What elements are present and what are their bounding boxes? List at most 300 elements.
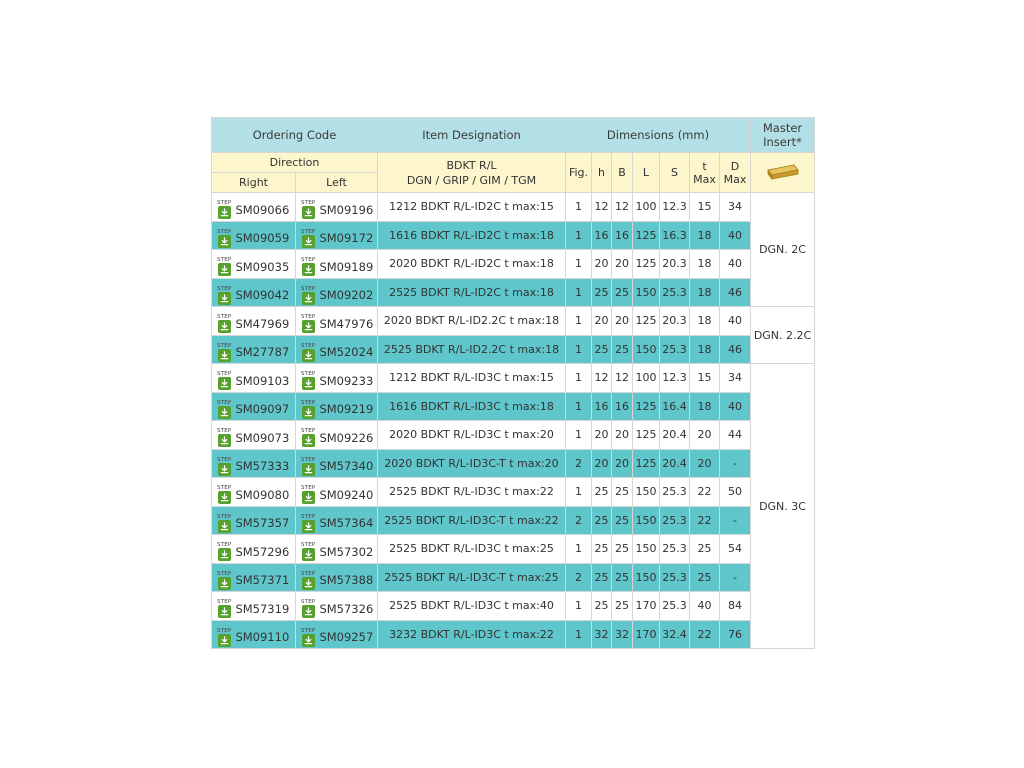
download-icon [218,463,231,476]
d-max-header [720,153,751,193]
master-insert-image [766,161,800,181]
step-download-button[interactable] [301,314,315,333]
l-value: 125 [633,221,660,250]
fig-value: 1 [566,421,592,450]
step-download-button[interactable] [217,428,231,447]
step-label: STEP [217,314,232,321]
h-value: 20 [592,250,612,279]
download-icon [302,605,315,618]
s-value: 20.4 [660,449,690,478]
l-value: 125 [633,392,660,421]
fig-value: 1 [566,535,592,564]
right-ordering-code[interactable]: SM57371 [235,573,290,588]
left-ordering-code[interactable]: SM09226 [319,430,374,445]
step-download-button[interactable] [217,286,231,305]
right-code-cell [212,421,296,450]
step-label: STEP [301,200,316,207]
s-value: 25.3 [660,506,690,535]
dimensions-header: Dimensions (mm) [566,118,751,153]
d-value: - [720,449,751,478]
download-icon [302,320,315,333]
left-code-cell [296,307,378,336]
step-download-button[interactable] [301,371,315,390]
right-ordering-code[interactable]: SM09042 [235,288,290,303]
s-header: S [660,153,690,193]
h-value: 25 [592,335,612,364]
l-value: 150 [633,535,660,564]
right-header: Right [212,173,296,193]
right-code-cell [212,278,296,307]
right-ordering-code[interactable]: SM09110 [235,630,290,645]
step-label: STEP [301,428,316,435]
left-code-cell [296,620,378,649]
s-value: 20.3 [660,250,690,279]
l-header: L [633,153,660,193]
t-label: t [702,159,707,173]
fig-value: 1 [566,620,592,649]
step-download-button[interactable] [301,428,315,447]
table-body [212,193,815,649]
l-value: 150 [633,506,660,535]
step-download-button[interactable] [301,628,315,647]
step-label: STEP [301,485,316,492]
master-insert-group: DGN. 2.2C [751,307,815,364]
item-designation: 2020 BDKT R/L-ID3C-T t max:20 [378,449,566,478]
h-value: 25 [592,478,612,507]
h-value: 16 [592,392,612,421]
step-label: STEP [301,371,316,378]
d-value: 40 [720,307,751,336]
right-code-cell [212,335,296,364]
t-value: 40 [690,592,720,621]
step-download-button[interactable] [217,457,231,476]
step-label: STEP [217,513,232,520]
left-code-cell [296,221,378,250]
item-designation: 2020 BDKT R/L-ID3C t max:20 [378,421,566,450]
right-code-cell [212,535,296,564]
step-label: STEP [217,257,232,264]
download-icon [302,206,315,219]
master-insert-label-2: Insert* [763,135,802,149]
left-code-cell [296,421,378,450]
s-value: 25.3 [660,278,690,307]
master-insert-image-cell [751,153,815,193]
b-value: 25 [612,478,633,507]
right-ordering-code[interactable]: SM57357 [235,516,290,531]
t-max-header [690,153,720,193]
download-icon [302,263,315,276]
left-ordering-code[interactable]: SM09189 [319,259,374,274]
step-download-button[interactable] [301,599,315,618]
step-label: STEP [217,542,232,549]
right-ordering-code[interactable]: SM09066 [235,202,290,217]
t-value: 18 [690,278,720,307]
left-ordering-code[interactable]: SM52024 [319,345,374,360]
l-value: 150 [633,478,660,507]
step-download-button[interactable] [217,257,231,276]
right-code-cell [212,592,296,621]
s-value: 16.3 [660,221,690,250]
left-ordering-code[interactable]: SM09240 [319,487,374,502]
item-sub-line-1: BDKT R/L [446,158,497,172]
h-value: 20 [592,421,612,450]
right-code-cell [212,221,296,250]
table-row [212,563,815,592]
right-ordering-code[interactable]: SM57296 [235,544,290,559]
step-label: STEP [217,599,232,606]
step-label: STEP [217,456,232,463]
left-code-cell [296,364,378,393]
step-download-button[interactable] [301,400,315,419]
step-download-button[interactable] [217,343,231,362]
step-label: STEP [217,285,232,292]
step-download-button[interactable] [217,514,231,533]
step-label: STEP [217,627,232,634]
b-value: 12 [612,364,633,393]
step-download-button[interactable] [217,485,231,504]
item-designation: 2525 BDKT R/L-ID3C-T t max:22 [378,506,566,535]
b-value: 16 [612,392,633,421]
l-value: 170 [633,620,660,649]
master-insert-header [751,118,815,153]
fig-value: 1 [566,592,592,621]
t-value: 22 [690,506,720,535]
step-label: STEP [301,314,316,321]
item-designation: 2020 BDKT R/L-ID2C t max:18 [378,250,566,279]
right-code-cell [212,449,296,478]
download-icon [302,491,315,504]
right-code-cell [212,563,296,592]
download-icon [302,292,315,305]
left-code-cell [296,392,378,421]
t-value: 18 [690,250,720,279]
l-value: 125 [633,421,660,450]
download-icon [302,349,315,362]
b-value: 20 [612,250,633,279]
download-icon [218,491,231,504]
h-value: 12 [592,193,612,222]
l-value: 125 [633,307,660,336]
table-row [212,535,815,564]
download-icon [218,263,231,276]
download-icon [218,320,231,333]
download-icon [302,577,315,590]
download-icon [302,548,315,561]
fig-value: 1 [566,392,592,421]
download-icon [218,406,231,419]
step-download-button[interactable] [301,200,315,219]
left-ordering-code[interactable]: SM57388 [319,573,374,588]
t-value: 25 [690,535,720,564]
d-label: D [730,159,740,173]
b-value: 20 [612,421,633,450]
download-icon [218,577,231,590]
step-download-button[interactable] [301,542,315,561]
right-ordering-code[interactable]: SM09073 [235,430,290,445]
header-row-sub [212,153,815,173]
s-value: 12.3 [660,364,690,393]
left-code-cell [296,449,378,478]
b-value: 25 [612,335,633,364]
right-ordering-code[interactable]: SM57333 [235,459,290,474]
left-ordering-code[interactable]: SM47976 [319,316,374,331]
fig-value: 1 [566,364,592,393]
step-label: STEP [217,200,232,207]
right-code-cell [212,250,296,279]
step-label: STEP [217,371,232,378]
download-icon [218,377,231,390]
l-value: 125 [633,250,660,279]
step-label: STEP [301,228,316,235]
left-code-cell [296,193,378,222]
ordering-code-header: Ordering Code [212,118,378,153]
b-value: 20 [612,449,633,478]
download-icon [218,520,231,533]
step-download-button[interactable] [217,371,231,390]
table-row [212,506,815,535]
step-label: STEP [217,342,232,349]
h-value: 25 [592,535,612,564]
item-designation: 2525 BDKT R/L-ID3C t max:25 [378,535,566,564]
item-designation: 1616 BDKT R/L-ID2C t max:18 [378,221,566,250]
fig-value: 2 [566,506,592,535]
step-download-button[interactable] [301,485,315,504]
h-header: h [592,153,612,193]
d-value: 46 [720,335,751,364]
s-value: 20.3 [660,307,690,336]
d-value: 50 [720,478,751,507]
d-value: 44 [720,421,751,450]
step-label: STEP [217,428,232,435]
download-icon [218,634,231,647]
table-row [212,335,815,364]
right-code-cell [212,478,296,507]
left-ordering-code[interactable]: SM57340 [319,459,374,474]
s-value: 25.3 [660,335,690,364]
right-ordering-code[interactable]: SM09097 [235,402,290,417]
master-insert-group: DGN. 2C [751,193,815,307]
step-label: STEP [301,542,316,549]
left-ordering-code[interactable]: SM09172 [319,231,374,246]
left-code-cell [296,592,378,621]
step-download-button[interactable] [217,542,231,561]
l-value: 150 [633,278,660,307]
left-code-cell [296,506,378,535]
item-designation-header: Item Designation [378,118,566,153]
item-designation-subheader [378,153,566,193]
item-designation: 1212 BDKT R/L-ID3C t max:15 [378,364,566,393]
t-max-label: Max [693,172,716,186]
left-ordering-code[interactable]: SM57364 [319,516,374,531]
b-value: 25 [612,506,633,535]
item-sub-line-2: DGN / GRIP / GIM / TGM [406,173,537,187]
s-value: 12.3 [660,193,690,222]
t-value: 20 [690,449,720,478]
download-icon [302,520,315,533]
fig-value: 1 [566,250,592,279]
l-value: 100 [633,364,660,393]
s-value: 25.3 [660,592,690,621]
left-ordering-code[interactable]: SM09233 [319,373,374,388]
product-spec-table [211,117,815,649]
table-row [212,478,815,507]
h-value: 20 [592,307,612,336]
step-download-button[interactable] [301,229,315,248]
left-ordering-code[interactable]: SM09257 [319,630,374,645]
right-ordering-code[interactable]: SM09103 [235,373,290,388]
t-value: 25 [690,563,720,592]
b-value: 25 [612,535,633,564]
b-value: 25 [612,563,633,592]
step-label: STEP [301,456,316,463]
left-ordering-code[interactable]: SM57326 [319,601,374,616]
download-icon [218,548,231,561]
d-max-label: Max [723,172,747,186]
download-icon [302,377,315,390]
right-code-cell [212,392,296,421]
h-value: 20 [592,449,612,478]
d-value: 34 [720,193,751,222]
download-icon [218,206,231,219]
l-value: 150 [633,563,660,592]
t-value: 22 [690,478,720,507]
left-code-cell [296,535,378,564]
l-value: 150 [633,335,660,364]
step-download-button[interactable] [301,571,315,590]
h-value: 25 [592,563,612,592]
step-download-button[interactable] [301,286,315,305]
fig-value: 1 [566,221,592,250]
step-download-button[interactable] [217,599,231,618]
table-row [212,278,815,307]
right-code-cell [212,506,296,535]
fig-value: 1 [566,307,592,336]
b-value: 32 [612,620,633,649]
download-icon [302,406,315,419]
right-code-cell [212,620,296,649]
step-label: STEP [217,485,232,492]
fig-value: 2 [566,449,592,478]
table-row [212,221,815,250]
right-ordering-code[interactable]: SM09059 [235,231,290,246]
step-download-button[interactable] [217,628,231,647]
l-value: 100 [633,193,660,222]
step-download-button[interactable] [217,314,231,333]
table-row [212,307,815,336]
left-ordering-code[interactable]: SM57302 [319,544,374,559]
table-row [212,364,815,393]
step-download-button[interactable] [301,514,315,533]
h-value: 16 [592,221,612,250]
header-row-main [212,118,815,153]
step-download-button[interactable] [301,457,315,476]
b-value: 12 [612,193,633,222]
master-insert-group: DGN. 3C [751,364,815,649]
step-label: STEP [301,570,316,577]
s-value: 25.3 [660,478,690,507]
download-icon [218,349,231,362]
left-ordering-code[interactable]: SM09202 [319,288,374,303]
step-label: STEP [217,399,232,406]
right-ordering-code[interactable]: SM57319 [235,601,290,616]
b-value: 20 [612,307,633,336]
right-ordering-code[interactable]: SM09080 [235,487,290,502]
table-row [212,592,815,621]
left-code-cell [296,478,378,507]
s-value: 16.4 [660,392,690,421]
fig-value: 1 [566,335,592,364]
right-code-cell [212,307,296,336]
step-download-button[interactable] [301,343,315,362]
step-label: STEP [217,228,232,235]
table-row [212,250,815,279]
left-code-cell [296,278,378,307]
step-label: STEP [301,513,316,520]
d-value: 76 [720,620,751,649]
step-label: STEP [301,399,316,406]
item-designation: 2525 BDKT R/L-ID3C-T t max:25 [378,563,566,592]
s-value: 25.3 [660,535,690,564]
right-ordering-code[interactable]: SM47969 [235,316,290,331]
b-value: 25 [612,592,633,621]
right-code-cell [212,193,296,222]
step-download-button[interactable] [217,200,231,219]
item-designation: 3232 BDKT R/L-ID3C t max:22 [378,620,566,649]
item-designation: 2020 BDKT R/L-ID2.2C t max:18 [378,307,566,336]
d-value: 40 [720,392,751,421]
item-designation: 2525 BDKT R/L-ID3C t max:22 [378,478,566,507]
table-row [212,620,815,649]
right-ordering-code[interactable]: SM27787 [235,345,290,360]
s-value: 25.3 [660,563,690,592]
d-value: 34 [720,364,751,393]
left-ordering-code[interactable]: SM09219 [319,402,374,417]
d-value: - [720,563,751,592]
left-code-cell [296,250,378,279]
h-value: 25 [592,592,612,621]
item-designation: 1212 BDKT R/L-ID2C t max:15 [378,193,566,222]
download-icon [218,605,231,618]
right-ordering-code[interactable]: SM09035 [235,259,290,274]
table-row [212,421,815,450]
table-row [212,449,815,478]
step-download-button[interactable] [217,571,231,590]
step-download-button[interactable] [217,400,231,419]
t-value: 18 [690,335,720,364]
fig-value: 1 [566,478,592,507]
download-icon [302,634,315,647]
h-value: 32 [592,620,612,649]
t-value: 18 [690,307,720,336]
download-icon [302,235,315,248]
item-designation: 2525 BDKT R/L-ID2.2C t max:18 [378,335,566,364]
d-value: 84 [720,592,751,621]
h-value: 25 [592,278,612,307]
step-download-button[interactable] [301,257,315,276]
d-value: - [720,506,751,535]
l-value: 170 [633,592,660,621]
d-value: 54 [720,535,751,564]
step-download-button[interactable] [217,229,231,248]
step-label: STEP [301,257,316,264]
step-label: STEP [301,599,316,606]
master-insert-label-1: Master [762,121,803,135]
download-icon [218,434,231,447]
left-code-cell [296,335,378,364]
left-ordering-code[interactable]: SM09196 [319,202,374,217]
table-row [212,392,815,421]
d-value: 40 [720,221,751,250]
